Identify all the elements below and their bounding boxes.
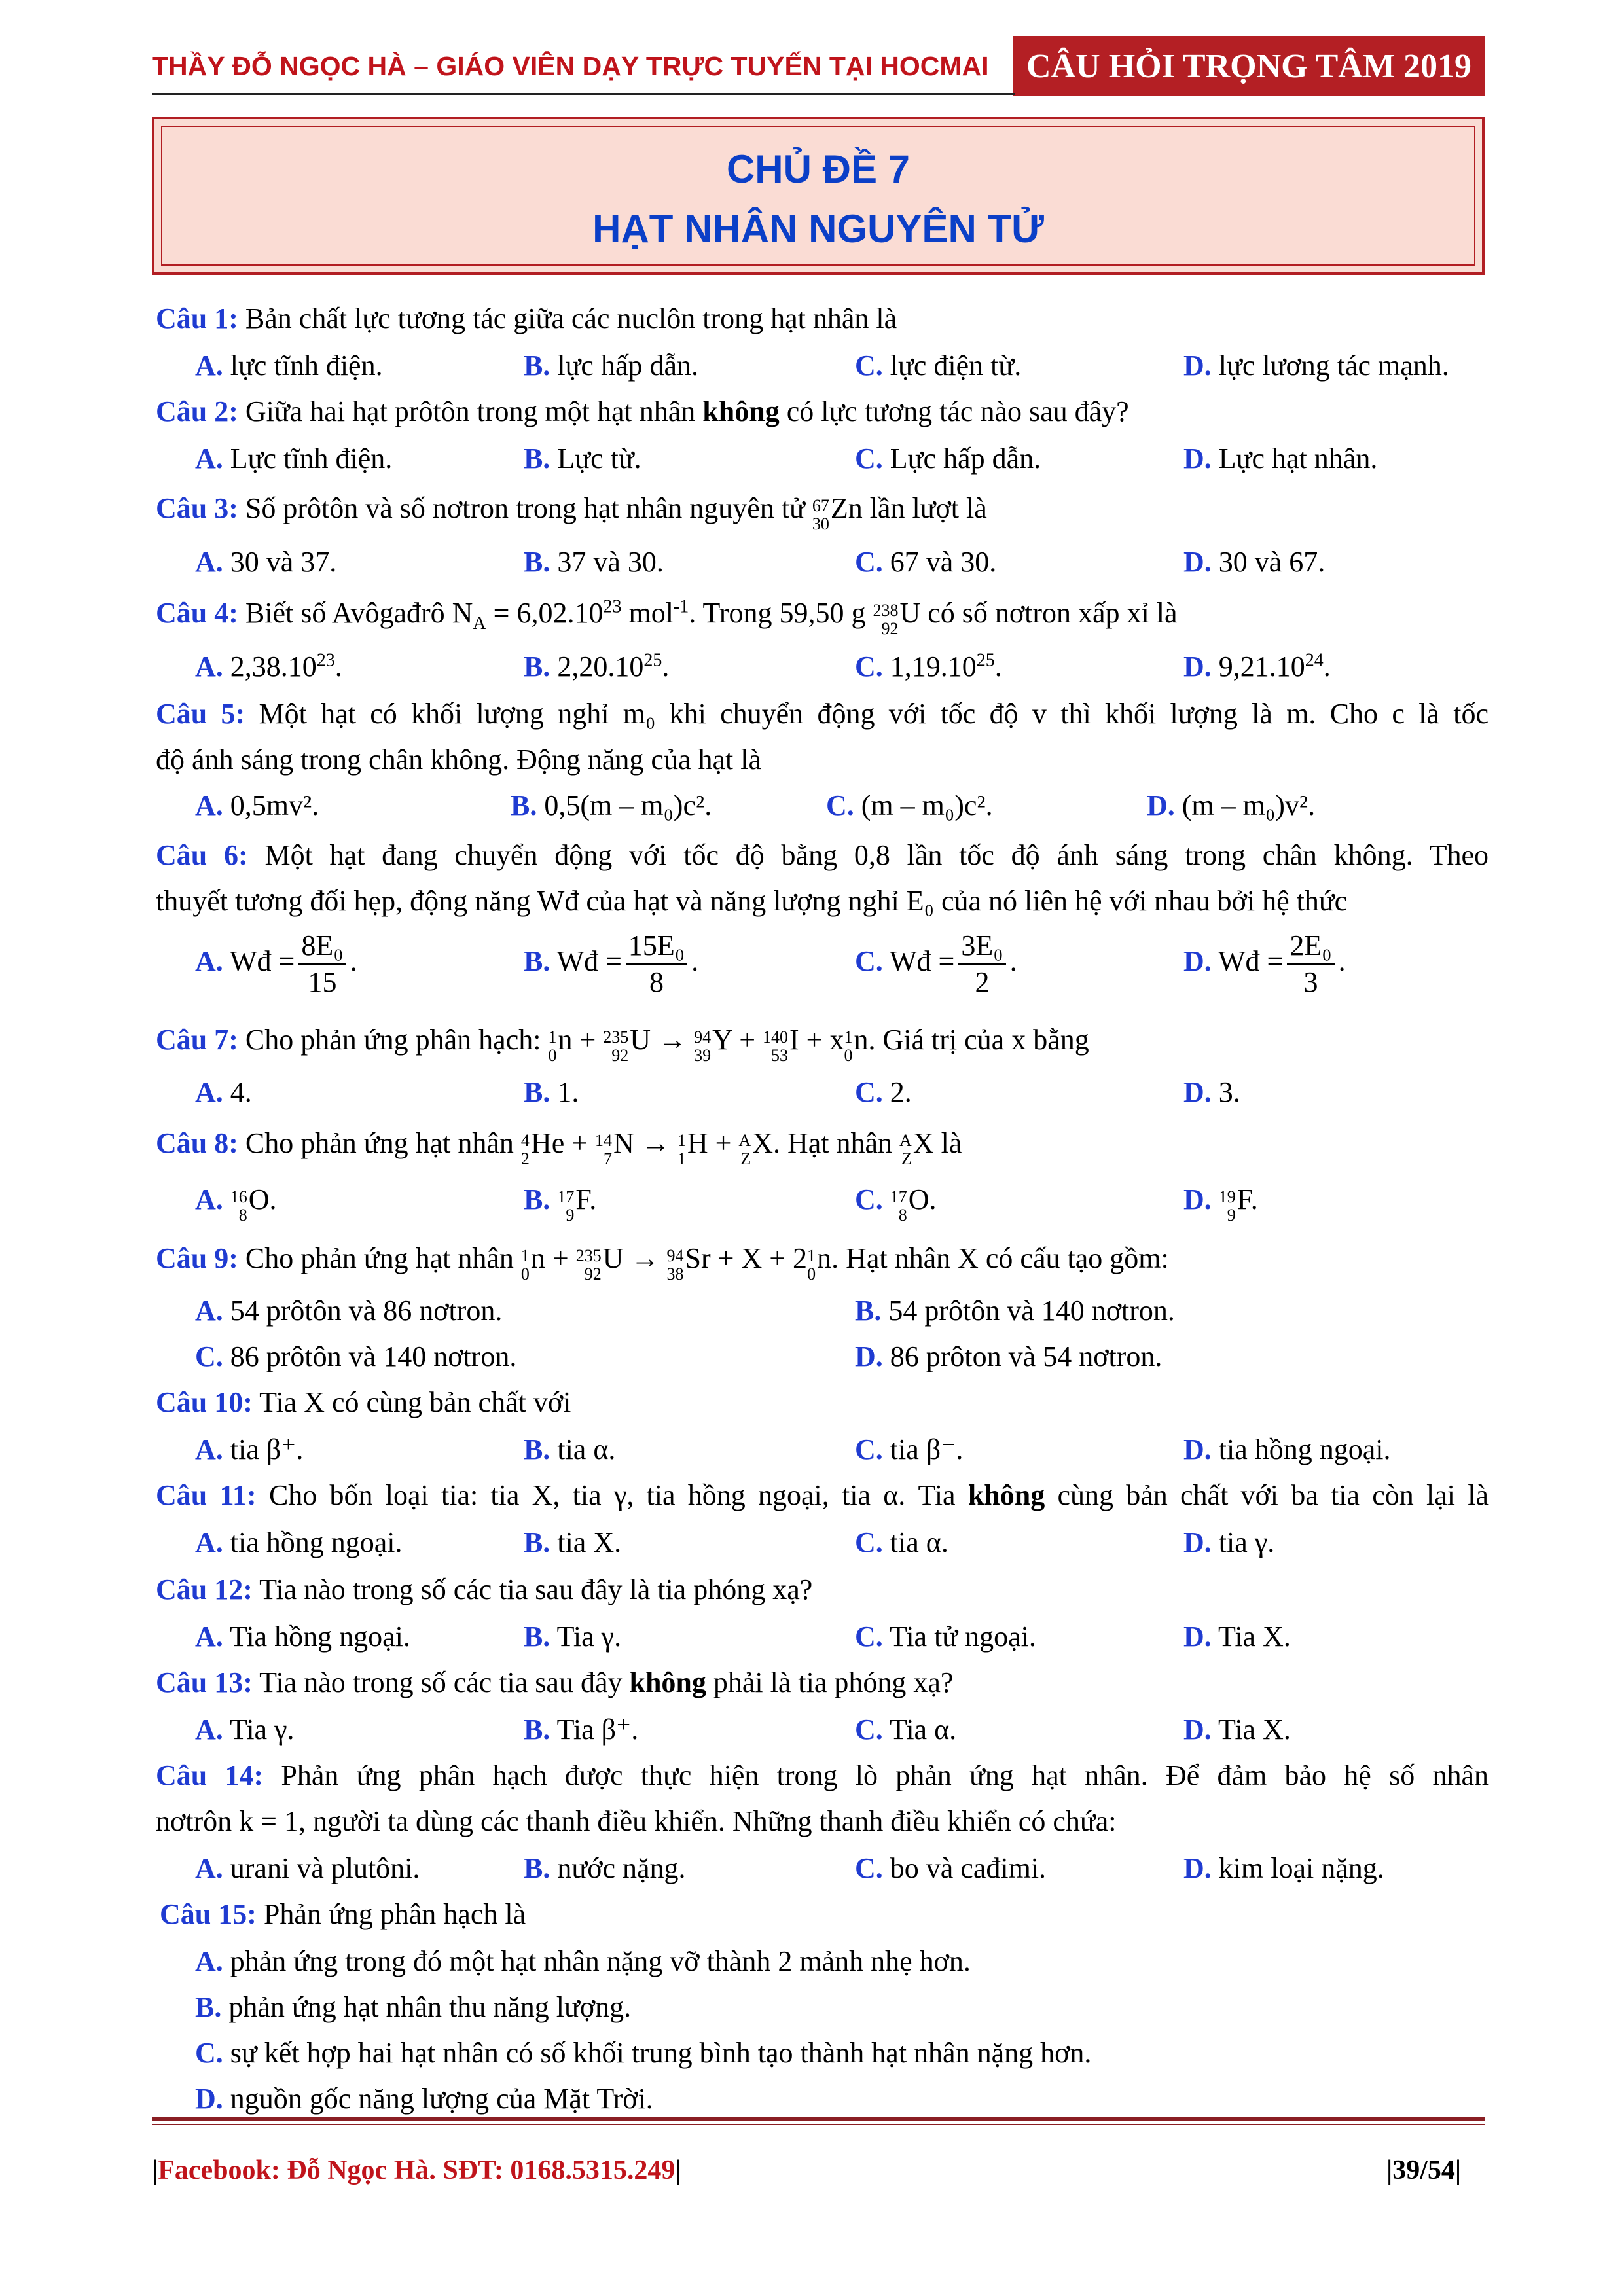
- option-text: tia α.: [557, 1433, 616, 1465]
- question-text: cùng bản chất với ba tia còn lại là: [1045, 1479, 1489, 1511]
- option-letter: B.: [524, 1713, 550, 1746]
- isotope-numbers: 17 8: [890, 1187, 907, 1225]
- option-letter: B.: [855, 1295, 882, 1327]
- option-letter: C.: [195, 1340, 223, 1372]
- footer-contact: |Facebook: Đỗ Ngọc Hà. SĐT: 0168.5315.249|: [152, 2155, 681, 2185]
- option-text: Tia tử ngoại.: [890, 1621, 1036, 1653]
- fraction: [298, 928, 346, 1000]
- question-4: [156, 594, 1489, 638]
- question-text: Cho phản ứng hạt nhân: [238, 1242, 521, 1274]
- option-c[interactable]: [195, 2034, 1091, 2072]
- question-label: Câu 9:: [156, 1242, 238, 1274]
- question-14-continued: nơtrôn k = 1, người ta dùng các thanh điều khiển. Những thanh điều khiển có chứa:: [156, 1805, 1117, 1837]
- option-text: urani và plutôni.: [230, 1852, 420, 1884]
- option-b[interactable]: [524, 440, 641, 478]
- option-c[interactable]: [195, 1338, 516, 1376]
- option-letter: A.: [195, 1076, 223, 1108]
- option-c[interactable]: C. Wđ = $\frac{\text{3E₀}}{2}$ .: [855, 928, 1017, 1000]
- mass-number: 238: [873, 600, 899, 620]
- formula-lhs: Wđ =: [1218, 945, 1284, 978]
- denominator: 3: [1303, 966, 1318, 998]
- option-text: 1.: [557, 1076, 579, 1108]
- option-letter: A.: [195, 1433, 223, 1465]
- option-letter: B.: [524, 651, 550, 683]
- option-d[interactable]: [195, 2080, 653, 2118]
- option-c[interactable]: [855, 1073, 912, 1111]
- option-letter: C.: [826, 789, 854, 821]
- question-text: Phản ứng phân hạch được thực hiện trong lò phản ứng hạt nhân. Để đảm bảo hệ số nhân: [263, 1759, 1489, 1791]
- question-text: mol: [621, 597, 674, 629]
- question-3: [156, 490, 1489, 533]
- option-b[interactable]: [855, 1292, 1175, 1330]
- option-text: kim loại nặng.: [1218, 1852, 1384, 1884]
- option-letter: A.: [195, 651, 223, 683]
- question-13: [156, 1664, 1489, 1702]
- isotope-numbers: 16 8: [230, 1187, 247, 1225]
- option-b[interactable]: B. 2,20.10$^{25}$.: [524, 650, 670, 683]
- option-d[interactable]: [1183, 1431, 1391, 1469]
- option-b[interactable]: B. 0,5(m – m₀)c².: [511, 789, 712, 821]
- header-divider: [152, 93, 1015, 95]
- option-b[interactable]: [524, 1711, 638, 1749]
- option-text: 86 prôtôn và 140 nơtron.: [230, 1340, 517, 1372]
- option-text: 1,19.10: [890, 651, 977, 683]
- question-label: Câu 15:: [160, 1898, 257, 1930]
- option-text: tia β⁺.: [230, 1433, 304, 1465]
- option-text: 2,38.10: [230, 651, 317, 683]
- option-letter: C.: [855, 651, 883, 683]
- question-text: có lực tương tác nào sau đây?: [779, 395, 1129, 427]
- option-letter: C.: [195, 2037, 223, 2069]
- question-text: lần lượt là: [862, 492, 987, 524]
- option-letter: B.: [524, 1526, 550, 1558]
- question-text: Cho phản ứng phân hạch:: [238, 1024, 549, 1056]
- option-text: tia hồng ngoại.: [1218, 1433, 1391, 1465]
- question-text: Tia nào trong số các tia sau đây là tia phóng xạ?: [252, 1573, 813, 1605]
- subscript: A: [473, 613, 486, 634]
- option-letter: A.: [195, 945, 223, 978]
- question-6-continued: thuyết tương đối hẹp, động năng Wđ của hạt và năng lượng nghỉ E₀ của nó liên hệ với nhau bởi hệ thức: [156, 885, 1348, 917]
- question-text: Tia nào trong số các tia sau đây: [252, 1666, 630, 1698]
- option-a[interactable]: [195, 1524, 403, 1562]
- option-text: Lực tĩnh điện.: [230, 442, 393, 475]
- option-text: 3.: [1218, 1076, 1240, 1108]
- question-text: Tia X có cùng bản chất với: [252, 1386, 571, 1418]
- option-text: (m – m₀)c²: [861, 789, 986, 821]
- option-letter: C.: [855, 1076, 883, 1108]
- question-text: Cho phản ứng hạt nhân: [238, 1127, 521, 1159]
- exponent: 23: [603, 596, 622, 617]
- option-text: nước nặng.: [557, 1852, 686, 1884]
- option-letter: A.: [195, 1526, 223, 1558]
- option-text: Tia α.: [890, 1713, 957, 1746]
- option-text: 4.: [230, 1076, 252, 1108]
- numerator: 15E₀: [626, 928, 687, 965]
- question-5: [156, 695, 1489, 733]
- question-text: Phản ứng phân hạch là: [256, 1898, 526, 1930]
- option-letter: B.: [524, 442, 550, 475]
- option-letter: B.: [524, 945, 550, 978]
- option-text: nguồn gốc năng lượng của Mặt Trời.: [230, 2083, 653, 2115]
- denominator: 8: [649, 966, 664, 998]
- question-emphasis: không: [967, 1479, 1045, 1511]
- option-text: Tia β⁺.: [556, 1713, 639, 1746]
- option-text: bo và cađimi.: [890, 1852, 1047, 1884]
- option-d[interactable]: [1183, 543, 1325, 581]
- option-d[interactable]: [1183, 1073, 1240, 1111]
- option-letter: D.: [1183, 1433, 1212, 1465]
- question-text: . Hạt nhân: [772, 1127, 900, 1159]
- option-text: sự kết hợp hai hạt nhân có số khối trung bình tạo thành hạt nhân nặng hơn.: [230, 2037, 1092, 2069]
- question-label: Câu 2:: [156, 395, 238, 427]
- option-text: tia X.: [557, 1526, 622, 1558]
- option-text: 37 và 30.: [557, 546, 664, 578]
- option-letter: B.: [524, 1433, 550, 1465]
- formula-lhs: Wđ =: [890, 945, 955, 978]
- option-a[interactable]: [195, 1073, 252, 1111]
- option-text: Tia γ.: [230, 1713, 295, 1746]
- question-label: Câu 10:: [156, 1386, 253, 1418]
- numerator: 2E₀: [1287, 928, 1334, 965]
- option-letter: A.: [195, 789, 223, 821]
- header-badge: CÂU HỎI TRỌNG TÂM 2019: [1013, 36, 1485, 96]
- denominator: 15: [308, 966, 337, 998]
- option-text: 30 và 67.: [1218, 546, 1326, 578]
- option-d[interactable]: [1183, 1181, 1258, 1225]
- question-emphasis: không: [702, 395, 780, 427]
- question-label: Câu 13:: [156, 1666, 253, 1698]
- option-a[interactable]: [195, 440, 392, 478]
- option-c[interactable]: [855, 1524, 948, 1562]
- page-number-text: 39/54: [1392, 2155, 1455, 2185]
- question-text: = 6,02.10: [486, 597, 604, 629]
- option-a[interactable]: [195, 543, 336, 581]
- option-c[interactable]: [855, 347, 1021, 385]
- exponent: 25: [976, 650, 995, 671]
- option-letter: D.: [1183, 945, 1212, 978]
- question-2: [156, 393, 1489, 431]
- question-text: Một hạt có khối lượng nghỉ m₀ khi chuyển động với tốc độ v thì khối lượng là m. Cho c là tốc: [245, 698, 1489, 730]
- option-a[interactable]: A. 2,38.10$^{23}$.: [195, 650, 342, 683]
- mass-number: 67: [812, 495, 829, 515]
- question-10: [156, 1384, 1489, 1422]
- option-d[interactable]: D. 9,21.10$^{24}$.: [1183, 650, 1331, 683]
- option-text: F.: [575, 1183, 597, 1215]
- option-text: F.: [1236, 1183, 1258, 1215]
- isotope-numbers: [812, 497, 829, 533]
- option-a[interactable]: [195, 347, 383, 385]
- option-c[interactable]: [855, 1431, 963, 1469]
- option-letter: A.: [195, 1295, 223, 1327]
- atomic-number: 92: [881, 619, 899, 638]
- chapter-title: HẠT NHÂN NGUYÊN TỬ: [592, 207, 1044, 251]
- option-c[interactable]: C. 1,19.10$^{25}$.: [855, 650, 1002, 683]
- option-letter: A.: [195, 1945, 223, 1977]
- option-text: lực điện từ.: [890, 350, 1022, 382]
- fraction: [1287, 928, 1334, 1000]
- element-symbol: U: [899, 597, 921, 629]
- option-b[interactable]: [524, 1073, 579, 1111]
- question-text: . Hạt nhân X có cấu tạo gồm:: [831, 1242, 1169, 1274]
- option-text: 54 prôtôn và 86 nơtron.: [230, 1295, 503, 1327]
- option-text: 9,21.10: [1218, 651, 1305, 683]
- option-b[interactable]: [524, 1431, 615, 1469]
- question-15: [160, 1895, 1492, 1933]
- option-d[interactable]: [1183, 1711, 1291, 1749]
- option-d[interactable]: [1183, 1850, 1384, 1888]
- option-letter: C.: [855, 1852, 883, 1884]
- option-c[interactable]: C. (m – m₀)c².: [826, 789, 993, 821]
- question-label: Câu 6:: [156, 839, 248, 871]
- option-letter: D.: [855, 1340, 883, 1372]
- question-label: Câu 7:: [156, 1024, 238, 1056]
- formula-lhs: Wđ =: [556, 945, 622, 978]
- option-letter: B.: [195, 1991, 222, 2023]
- reaction-equation: 4 2 He + 14 7 N → 1 1 H + A Z X: [520, 1127, 773, 1168]
- option-letter: D.: [1183, 546, 1212, 578]
- question-5-continued: độ ánh sáng trong chân không. Động năng của hạt là: [156, 744, 761, 776]
- option-letter: C.: [855, 1621, 883, 1653]
- option-b[interactable]: [524, 347, 698, 385]
- option-text: Tia X.: [1218, 1621, 1291, 1653]
- option-letter: A.: [195, 1852, 223, 1884]
- option-letter: B.: [524, 1076, 550, 1108]
- formula-lhs: Wđ =: [230, 945, 295, 978]
- option-c[interactable]: [855, 1711, 956, 1749]
- option-letter: D.: [195, 2083, 223, 2115]
- option-b[interactable]: [195, 1988, 631, 2026]
- reaction-equation: 1 0 n + 235 92 U → 94 38 Sr + X + 2 1 0 n: [520, 1242, 832, 1283]
- option-d[interactable]: [1183, 347, 1449, 385]
- option-a[interactable]: [195, 1292, 502, 1330]
- option-b[interactable]: [524, 1524, 621, 1562]
- option-b[interactable]: B. Wđ = $\frac{\text{15E₀}}{8}$ .: [524, 928, 698, 1000]
- option-text: 0,5mv²: [230, 789, 312, 821]
- option-a[interactable]: [195, 1181, 277, 1225]
- exponent: 23: [316, 650, 335, 671]
- option-letter: D.: [1183, 1183, 1212, 1215]
- option-letter: C.: [855, 1526, 883, 1558]
- option-c[interactable]: [855, 1618, 1036, 1656]
- question-text: . Giá trị của x bằng: [868, 1024, 1089, 1056]
- option-c[interactable]: [855, 1181, 937, 1225]
- option-letter: A.: [195, 350, 223, 382]
- question-11: [156, 1477, 1489, 1515]
- option-letter: A.: [195, 1621, 223, 1653]
- option-d[interactable]: D. (m – m₀)v².: [1147, 789, 1316, 821]
- option-letter: A.: [195, 1183, 223, 1215]
- option-a[interactable]: A. 0,5mv².: [195, 789, 319, 821]
- option-text: Tia X.: [1218, 1713, 1291, 1746]
- option-letter: C.: [855, 350, 883, 382]
- question-1: [156, 300, 1489, 338]
- question-emphasis: không: [629, 1666, 706, 1698]
- exponent: 25: [643, 650, 662, 671]
- option-a[interactable]: [195, 1943, 971, 1981]
- option-letter: C.: [855, 945, 883, 978]
- question-text: Số prôtôn và số nơtron trong hạt nhân nguyên tử: [238, 492, 812, 524]
- question-text: phải là tia phóng xạ?: [706, 1666, 954, 1698]
- option-d[interactable]: [1183, 1618, 1291, 1656]
- question-text: Một hạt đang chuyển động với tốc độ bằng 0,8 lần tốc độ ánh sáng trong chân không. Theo: [247, 839, 1489, 871]
- footer-rule: [152, 2117, 1485, 2121]
- atomic-number: 30: [812, 514, 829, 533]
- option-text: Lực hạt nhân.: [1218, 442, 1378, 475]
- option-a[interactable]: A. Wđ = $\frac{\text{8E₀}}{15}$ .: [195, 928, 357, 1000]
- fraction: [626, 928, 687, 1000]
- option-letter: D.: [1183, 350, 1212, 382]
- fraction: [958, 928, 1005, 1000]
- option-letter: D.: [1183, 651, 1212, 683]
- question-14: [156, 1757, 1489, 1795]
- option-letter: A.: [195, 442, 223, 475]
- option-c[interactable]: [855, 1850, 1046, 1888]
- question-text: Biết số Avôgađrô N: [238, 597, 473, 629]
- option-text: tia α.: [890, 1526, 948, 1558]
- option-c[interactable]: [855, 440, 1041, 478]
- question-label: Câu 11:: [156, 1479, 257, 1511]
- footer-rule-thin: [152, 2124, 1485, 2125]
- question-text: Giữa hai hạt prôtôn trong một hạt nhân: [238, 395, 703, 427]
- option-letter: B.: [524, 350, 550, 382]
- option-text: 0,5(m – m₀)c²: [544, 789, 705, 821]
- question-label: Câu 8:: [156, 1127, 238, 1159]
- option-letter: B.: [511, 789, 537, 821]
- isotope-numbers: 17 9: [557, 1187, 575, 1225]
- option-c[interactable]: [855, 543, 996, 581]
- option-letter: D.: [1183, 1621, 1212, 1653]
- option-text: phản ứng trong đó một hạt nhân nặng vỡ thành 2 mảnh nhẹ hơn.: [230, 1945, 971, 1977]
- option-d[interactable]: [1183, 440, 1377, 478]
- option-text: lực lương tác mạnh.: [1218, 350, 1449, 382]
- isotope-numbers: [873, 601, 898, 638]
- isotope-numbers: 19 9: [1218, 1187, 1236, 1225]
- option-text: tia β⁻.: [890, 1433, 964, 1465]
- option-letter: C.: [855, 442, 883, 475]
- question-9: [156, 1240, 1489, 1283]
- option-letter: D.: [1183, 442, 1212, 475]
- question-label: Câu 4:: [156, 597, 238, 629]
- option-a[interactable]: [195, 1431, 303, 1469]
- option-text: Lực hấp dẫn.: [890, 442, 1041, 475]
- option-a[interactable]: [195, 1711, 295, 1749]
- option-letter: B.: [524, 1183, 550, 1215]
- option-a[interactable]: [195, 1618, 410, 1656]
- question-6: [156, 836, 1489, 874]
- option-letter: B.: [524, 1852, 550, 1884]
- option-d[interactable]: [855, 1338, 1162, 1376]
- option-letter: D.: [1183, 1713, 1212, 1746]
- question-7: [156, 1021, 1489, 1065]
- exponent: -1: [673, 596, 689, 617]
- numerator: 3E₀: [958, 928, 1005, 965]
- title-box: [152, 117, 1485, 275]
- option-text: O.: [248, 1183, 277, 1215]
- option-letter: D.: [1183, 1076, 1212, 1108]
- option-b[interactable]: [524, 1618, 621, 1656]
- element-symbol: Zn: [830, 492, 863, 524]
- option-text: phản ứng hạt nhân thu năng lượng.: [228, 1991, 632, 2023]
- option-letter: B.: [524, 1621, 550, 1653]
- option-letter: C.: [855, 1713, 883, 1746]
- question-label: Câu 3:: [156, 492, 238, 524]
- option-letter: C.: [855, 546, 883, 578]
- question-label: Câu 5:: [156, 698, 245, 730]
- page-number: |39/54|: [1386, 2155, 1462, 2185]
- option-text: (m – m₀)v²: [1182, 789, 1308, 821]
- option-text: tia hồng ngoại.: [230, 1526, 403, 1558]
- option-letter: C.: [855, 1183, 883, 1215]
- question-text: Bản chất lực tương tác giữa các nuclôn trong hạt nhân là: [238, 302, 897, 334]
- option-letter: B.: [524, 546, 550, 578]
- option-letter: D.: [1183, 1526, 1212, 1558]
- option-text: lực hấp dẫn.: [557, 350, 699, 382]
- option-text: O.: [908, 1183, 937, 1215]
- header-teacher: THẦY ĐỖ NGỌC HÀ – GIÁO VIÊN DẠY TRỰC TUYẾN TẠI HOCMAI: [152, 51, 989, 81]
- option-letter: D.: [1183, 1852, 1212, 1884]
- option-letter: D.: [1147, 789, 1175, 821]
- question-text: có số nơtron xấp xỉ là: [920, 597, 1178, 629]
- option-text: 30 và 37.: [230, 546, 337, 578]
- option-letter: A.: [195, 546, 223, 578]
- option-text: 54 prôtôn và 140 nơtron.: [888, 1295, 1175, 1327]
- numerator: 8E₀: [298, 928, 346, 965]
- question-text: . Trong 59,50 g: [689, 597, 873, 629]
- option-text: Tia hồng ngoại.: [230, 1621, 410, 1653]
- option-letter: A.: [195, 1713, 223, 1746]
- question-8: Câu 8: Cho phản ứng hạt nhân 4 2 He + 14 7 N → 1 1 H + A Z X. Hạt nhân A Z X là: [156, 1127, 962, 1168]
- question-label: Câu 14:: [156, 1759, 264, 1791]
- option-d[interactable]: D. Wđ = $\frac{\text{2E₀}}{3}$ .: [1183, 928, 1346, 1000]
- exponent: 24: [1305, 650, 1324, 671]
- option-text: 86 prôton và 54 nơtron.: [890, 1340, 1163, 1372]
- option-text: tia γ.: [1218, 1526, 1275, 1558]
- option-text: lực tĩnh điện.: [230, 350, 383, 382]
- question-label: Câu 12:: [156, 1573, 253, 1605]
- option-a[interactable]: [195, 1850, 420, 1888]
- question-text: là: [933, 1127, 962, 1159]
- question-12: [156, 1571, 1489, 1609]
- reaction-equation: 1 0 n + 235 92 U → 94 39 Y + 140 53 I + x 1 0 n: [548, 1024, 869, 1065]
- option-text: Tia γ.: [556, 1621, 622, 1653]
- option-text: 2.: [890, 1076, 912, 1108]
- option-d[interactable]: [1183, 1524, 1274, 1562]
- option-letter: C.: [855, 1433, 883, 1465]
- question-text: Cho bốn loại tia: tia X, tia γ, tia hồng ngoại, tia α. Tia: [256, 1479, 968, 1511]
- question-label: Câu 1:: [156, 302, 238, 334]
- option-text: 2,20.10: [557, 651, 644, 683]
- footer-contact-text: Facebook: Đỗ Ngọc Hà. SĐT: 0168.5315.249: [158, 2155, 676, 2185]
- option-b[interactable]: [524, 543, 664, 581]
- option-b[interactable]: [524, 1181, 597, 1225]
- option-text: Lực từ.: [557, 442, 641, 475]
- denominator: 2: [975, 966, 990, 998]
- chapter-number: CHỦ ĐỀ 7: [726, 147, 911, 191]
- option-b[interactable]: [524, 1850, 686, 1888]
- option-text: 67 và 30.: [890, 546, 997, 578]
